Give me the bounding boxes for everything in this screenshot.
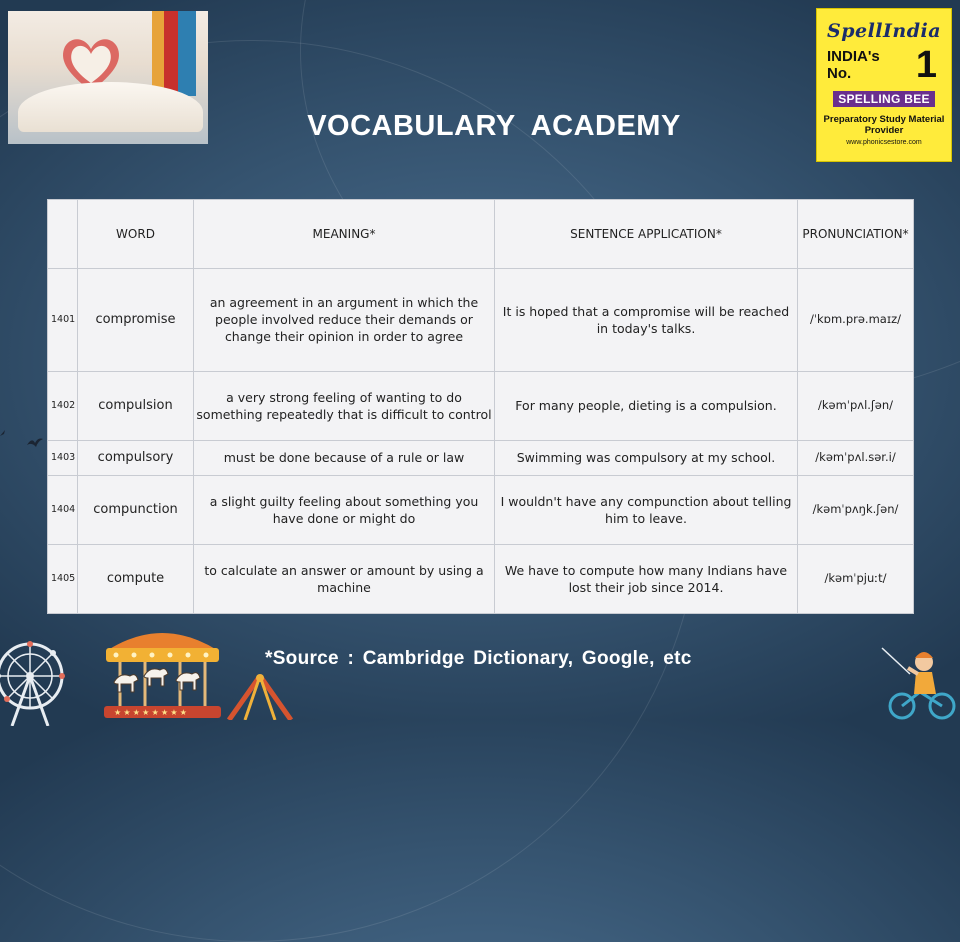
row-word: compute bbox=[78, 544, 194, 613]
logo-spelling-bee: SPELLING BEE bbox=[833, 91, 935, 107]
header-pronunciation: PRONUNCIATION* bbox=[798, 200, 914, 269]
header-sentence: SENTENCE APPLICATION* bbox=[495, 200, 798, 269]
spellindia-logo bbox=[816, 8, 952, 162]
table-header-row bbox=[48, 200, 914, 269]
row-pronunciation: /kəmˈpʌŋk.ʃən/ bbox=[798, 475, 914, 544]
logo-rank: 1 bbox=[915, 44, 937, 86]
row-word: compulsion bbox=[78, 371, 194, 440]
row-pronunciation: /kəmˈpjuːt/ bbox=[798, 544, 914, 613]
row-pronunciation: /ˈkɒm.prə.maɪz/ bbox=[798, 269, 914, 372]
row-number: 1405 bbox=[48, 544, 78, 613]
row-pronunciation: /kəmˈpʌl.ʃən/ bbox=[798, 371, 914, 440]
source-note: *Source : Cambridge Dictionary, Google, etc bbox=[265, 648, 692, 669]
row-word: compulsory bbox=[78, 440, 194, 475]
table-row bbox=[48, 475, 914, 544]
row-meaning: to calculate an answer or amount by using a machine bbox=[194, 544, 495, 613]
row-sentence: For many people, dieting is a compulsion. bbox=[495, 371, 798, 440]
row-meaning: a slight guilty feeling about something you have done or might do bbox=[194, 475, 495, 544]
child-on-bicycle-icon bbox=[880, 644, 960, 720]
carousel-icon bbox=[100, 620, 225, 720]
ferris-wheel-icon bbox=[0, 636, 70, 726]
header-meaning: MEANING* bbox=[194, 200, 495, 269]
row-number: 1403 bbox=[48, 440, 78, 475]
page-title: VOCABULARY ACADEMY bbox=[307, 110, 681, 142]
row-number: 1401 bbox=[48, 269, 78, 372]
bird-icon bbox=[26, 435, 44, 449]
row-sentence: We have to compute how many Indians have lost their job since 2014. bbox=[495, 544, 798, 613]
logo-brand: SpellIndia bbox=[826, 20, 942, 42]
logo-url: www.phonicsestore.com bbox=[846, 139, 922, 146]
row-number: 1402 bbox=[48, 371, 78, 440]
logo-india-no: INDIA's No. bbox=[827, 48, 880, 82]
svg-text:★ ★ ★ ★ ★ ★ ★ ★: ★ ★ ★ ★ ★ ★ ★ ★ bbox=[114, 708, 187, 717]
header-word: WORD bbox=[78, 200, 194, 269]
row-pronunciation: /kəmˈpʌl.sər.i/ bbox=[798, 440, 914, 475]
row-sentence: I wouldn't have any compunction about telling him to leave. bbox=[495, 475, 798, 544]
logo-subtitle: Preparatory Study Material Provider bbox=[823, 114, 945, 136]
row-sentence: Swimming was compulsory at my school. bbox=[495, 440, 798, 475]
row-word: compromise bbox=[78, 269, 194, 372]
table-row bbox=[48, 269, 914, 372]
row-sentence: It is hoped that a compromise will be reached in today's talks. bbox=[495, 269, 798, 372]
table-row bbox=[48, 544, 914, 613]
row-meaning: a very strong feeling of wanting to do something repeatedly that is difficult to control bbox=[194, 371, 495, 440]
swing-ride-icon bbox=[225, 672, 295, 720]
row-meaning: an agreement in an argument in which the people involved reduce their demands or change their opinion in order to agree bbox=[194, 269, 495, 372]
bird-icon bbox=[0, 428, 10, 438]
header-number bbox=[48, 200, 78, 269]
vocabulary-table bbox=[47, 199, 914, 614]
table-row bbox=[48, 440, 914, 475]
table-row bbox=[48, 371, 914, 440]
row-meaning: must be done because of a rule or law bbox=[194, 440, 495, 475]
row-number: 1404 bbox=[48, 475, 78, 544]
row-word: compunction bbox=[78, 475, 194, 544]
